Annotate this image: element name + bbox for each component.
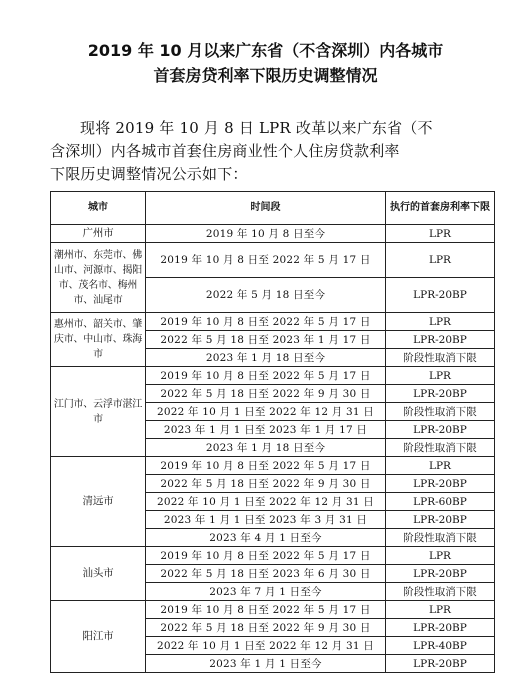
rate-history-table [50,191,495,673]
period-cell: 2022 年 5 月 18 日至 2023 年 6 月 30 日 [146,565,386,583]
period-cell: 2022 年 10 月 1 日至 2022 年 12 月 31 日 [146,403,386,421]
city-cell: 汕头市 [51,547,146,601]
table-header-row [51,192,495,225]
period-cell: 2019 年 10 月 8 日至 2022 年 5 月 17 日 [146,457,386,475]
period-cell: 2023 年 1 月 18 日至今 [146,349,386,367]
rate-cell: 阶段性取消下限 [386,439,495,457]
period-cell: 2022 年 5 月 18 日至今 [146,278,386,313]
rate-cell: LPR [386,225,495,243]
period-cell: 2023 年 1 月 1 日至 2023 年 1 月 17 日 [146,421,386,439]
rate-cell: LPR-20BP [386,385,495,403]
period-cell: 2019 年 10 月 8 日至 2022 年 5 月 17 日 [146,601,386,619]
header-city: 城市 [51,192,146,225]
table-row [51,601,495,619]
period-cell: 2023 年 7 月 1 日至今 [146,583,386,601]
rate-cell: LPR [386,457,495,475]
period-cell: 2019 年 10 月 8 日至 2022 年 5 月 17 日 [146,313,386,331]
table-body [51,225,495,673]
rate-cell: LPR-20BP [386,511,495,529]
period-cell: 2022 年 5 月 18 日至 2022 年 9 月 30 日 [146,385,386,403]
table-row [51,547,495,565]
rate-cell: LPR-20BP [386,475,495,493]
rate-cell: LPR [386,243,495,278]
table-row [51,457,495,475]
rate-cell: LPR-20BP [386,278,495,313]
period-cell: 2023 年 1 月 1 日至今 [146,655,386,673]
rate-cell: LPR [386,547,495,565]
table-row [51,243,495,278]
period-cell: 2023 年 1 月 1 日至 2023 年 3 月 31 日 [146,511,386,529]
rate-cell: LPR-20BP [386,565,495,583]
period-cell: 2019 年 10 月 8 日至 2022 年 5 月 17 日 [146,367,386,385]
period-cell: 2022 年 5 月 18 日至 2022 年 9 月 30 日 [146,475,386,493]
period-cell: 2022 年 5 月 18 日至 2022 年 9 月 30 日 [146,619,386,637]
city-cell: 清远市 [51,457,146,547]
period-cell: 2023 年 1 月 18 日至今 [146,439,386,457]
period-cell: 2022 年 5 月 18 日至 2023 年 1 月 17 日 [146,331,386,349]
period-cell: 2023 年 4 月 1 日至今 [146,529,386,547]
city-cell: 江门市、云浮市湛江市 [51,367,146,457]
period-cell: 2019 年 10 月 8 日至 2022 年 5 月 17 日 [146,243,386,278]
rate-cell: 阶段性取消下限 [386,349,495,367]
document-title-line1: 2019 年 10 月以来广东省（不含深圳）内各城市 [87,41,444,60]
rate-cell: 阶段性取消下限 [386,583,495,601]
rate-cell: LPR-20BP [386,331,495,349]
intro-line2: 含深圳）内各城市首套住房商业性个人住房贷款利率 [50,142,400,160]
intro-line3: 下限历史调整情况公示如下： [50,165,248,183]
table-row [51,367,495,385]
header-period: 时间段 [146,192,386,225]
rate-cell: LPR [386,601,495,619]
table-row [51,225,495,243]
header-rate: 执行的首套房利率下限 [386,192,495,225]
city-cell: 阳江市 [51,601,146,673]
rate-cell: 阶段性取消下限 [386,529,495,547]
period-cell: 2022 年 10 月 1 日至 2022 年 12 月 31 日 [146,637,386,655]
rate-cell: LPR-20BP [386,421,495,439]
rate-cell: LPR-20BP [386,655,495,673]
city-cell: 惠州市、韶关市、肇庆市、中山市、珠海市 [51,313,146,367]
period-cell: 2019 年 10 月 8 日至 2022 年 5 月 17 日 [146,547,386,565]
rate-cell: LPR [386,367,495,385]
rate-cell: LPR-60BP [386,493,495,511]
intro-line1: 现将 2019 年 10 月 8 日 LPR 改革以来广东省（不 [80,119,433,137]
document-title-line2: 首套房贷利率下限历史调整情况 [153,66,378,85]
rate-cell: LPR-20BP [386,619,495,637]
period-cell: 2022 年 10 月 1 日至 2022 年 12 月 31 日 [146,493,386,511]
rate-cell: LPR [386,313,495,331]
rate-cell: LPR-40BP [386,637,495,655]
city-cell: 潮州市、东莞市、佛山市、河源市、揭阳市、茂名市、梅州市、汕尾市 [51,243,146,313]
period-cell: 2019 年 10 月 8 日至今 [146,225,386,243]
table-row [51,313,495,331]
rate-cell: 阶段性取消下限 [386,403,495,421]
city-cell: 广州市 [51,225,146,243]
